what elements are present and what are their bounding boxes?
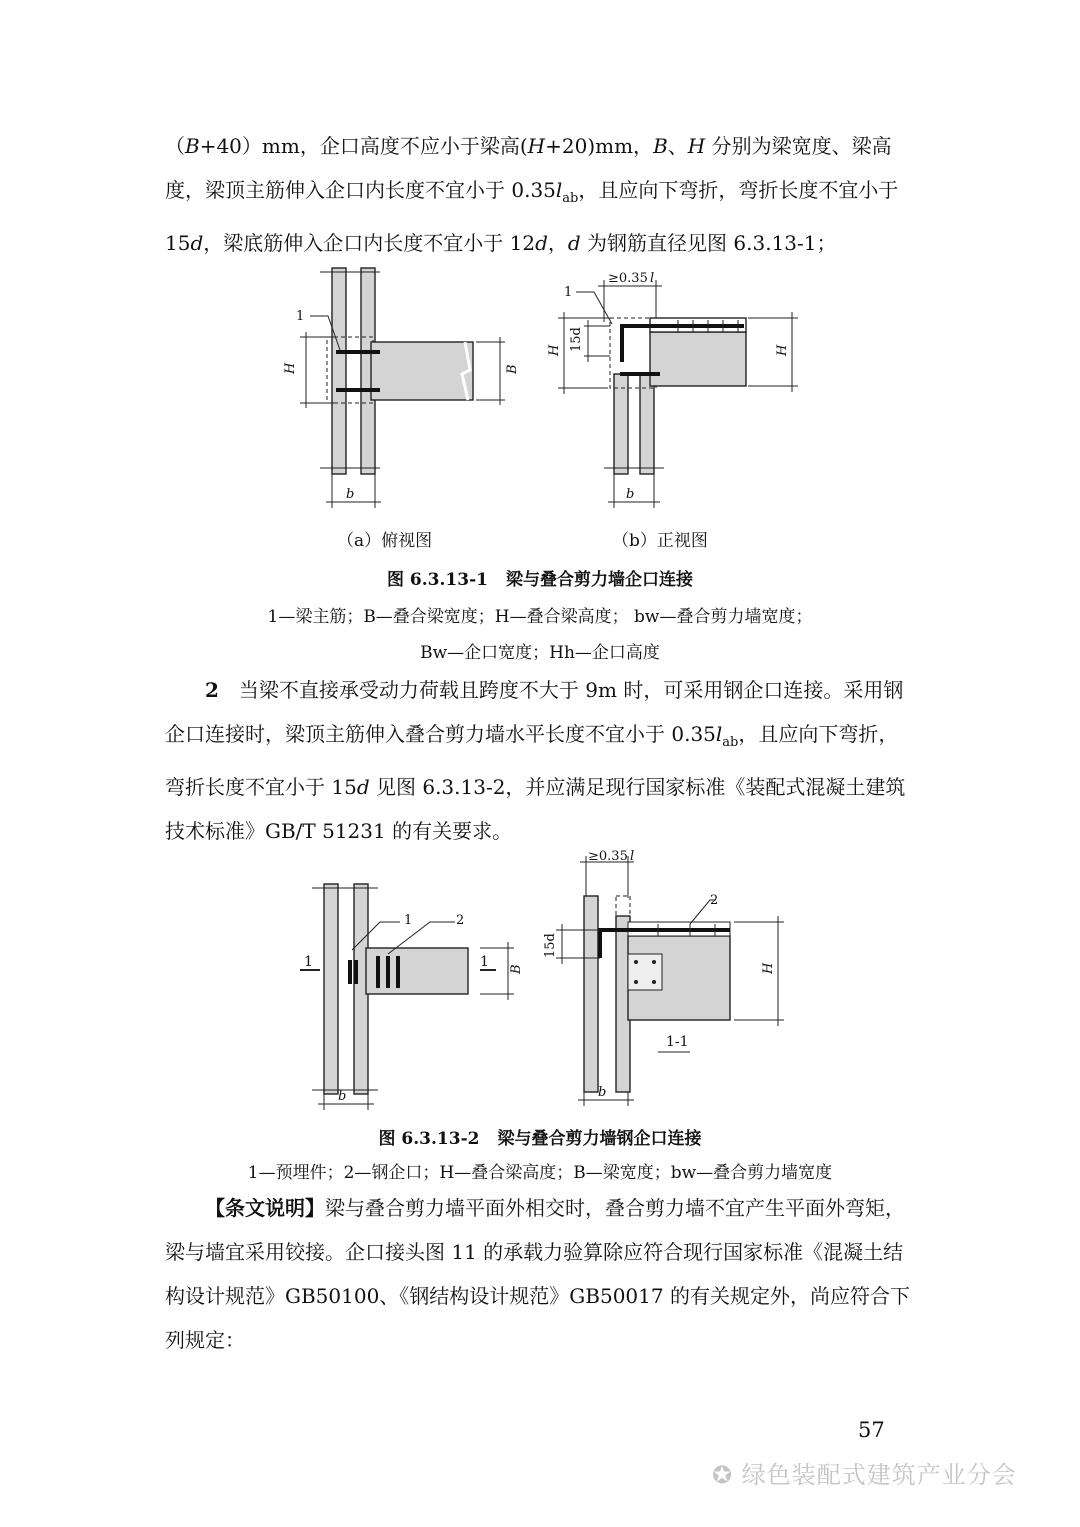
figure-1-title: 梁与叠合剪力墙企口连接 — [505, 570, 693, 590]
text-segment: ab — [562, 191, 579, 206]
label-2b: 2 — [710, 893, 719, 908]
text-segment: ，且应向下弯折，弯折长度不宜小于 15 — [165, 722, 899, 799]
text-segment: 梁与叠合剪力墙平面外相交时，叠合剪力墙不宜产生平面外弯矩，梁与墙宜采用铰接。企口接头图 11 的承载力验算除应符合现行国家标准《混凝土结构设计规范》GB50100、《钢结构设计规范》GB50017 的有关规定外，尚应符合下列规定： — [165, 1196, 910, 1352]
figure-2-caption — [0, 1124, 1080, 1149]
figure-1b-elevation — [548, 262, 808, 512]
label-b: B — [505, 364, 520, 374]
text-segment: d — [356, 775, 370, 799]
label-section-1-1: 1-1 — [666, 1034, 689, 1050]
text-segment: H — [527, 134, 546, 158]
figure-2-note: 1—预埋件；2—钢企口；H—叠合梁高度；B—梁宽度；bw—叠合剪力墙宽度 — [247, 1163, 833, 1183]
wechat-icon: ✪ — [712, 1461, 742, 1489]
text-segment: l — [715, 722, 723, 746]
label-bw-b: b — [598, 1085, 607, 1100]
figure-1a-plan-view — [280, 262, 520, 512]
text-segment: （ — [165, 134, 185, 158]
text-segment: 分别为梁宽度、梁高度，梁顶主筋伸入企口内长度不宜小于 0.35 — [165, 134, 892, 202]
paragraph-3 — [165, 1186, 917, 1362]
text-segment: +40）mm，企口高度不应小于梁高( — [199, 134, 528, 158]
label-15d: 15d — [569, 327, 584, 352]
figure-2-section-view — [540, 846, 800, 1106]
text-segment: +20)mm， — [545, 134, 654, 158]
text-segment: d — [190, 231, 204, 255]
text-segment: l — [555, 178, 563, 202]
figure-2-plan-view — [290, 870, 530, 1120]
text-segment: ，且应向下弯折，弯折长度不宜小于 15 — [165, 178, 899, 255]
text-segment: ，梁底筋伸入企口内长度不宜小于 12 — [203, 231, 536, 255]
text-segment: 当梁不直接承受动力荷载且跨度不大于 9m 时，可采用钢企口连接。采用钢企口连接时，梁顶主筋伸入叠合剪力墙水平长度不宜小于 0.35 — [165, 678, 904, 746]
text-segment: B — [653, 134, 668, 158]
text-segment: B — [185, 134, 200, 158]
text-segment: ， — [547, 231, 568, 255]
label-lab-l: l — [650, 271, 655, 286]
text-segment: 【条文说明】 — [205, 1196, 325, 1220]
page-number: 57 — [858, 1418, 885, 1442]
figure-1-caption — [0, 565, 1080, 590]
label-h: H — [761, 962, 776, 974]
label-lab: ≥0.35 — [608, 271, 648, 286]
label-bw: b — [346, 487, 355, 502]
text-segment: 见图 6.3.13-2，并应满足现行国家标准《装配式混凝土建筑技术标准》GB/T 51231 的有关要求。 — [165, 775, 906, 843]
text-segment: ab — [722, 735, 739, 750]
label-bw-b: b — [626, 487, 635, 502]
figure-1-note-2: Bw—企口宽度；Hh—企口高度 — [420, 643, 660, 663]
figure-1-number: 图 6.3.13-1 — [387, 570, 488, 590]
label-lab: ≥0.35 — [588, 849, 628, 864]
section-mark-left: 1 — [304, 954, 313, 970]
figure-2-title: 梁与叠合剪力墙钢企口连接 — [497, 1129, 702, 1149]
watermark-text: 绿色装配式建筑产业分会 — [741, 1461, 1017, 1489]
text-segment: H — [687, 134, 706, 158]
section-mark-right: 1 — [480, 954, 489, 970]
subcaption-b: （b）正视图 — [612, 531, 708, 551]
label-15d: 15d — [543, 933, 558, 958]
text-segment: 2 — [205, 678, 219, 702]
text-segment: 、 — [667, 134, 688, 158]
label-bw: b — [338, 1089, 347, 1104]
label-hh: H — [547, 344, 562, 356]
paragraph-1 — [165, 124, 917, 265]
label-lab-l: l — [630, 849, 635, 864]
label-hw: H — [283, 362, 298, 374]
subcaption-a: （a）俯视图 — [337, 531, 433, 551]
label-b: B — [509, 964, 524, 974]
text-segment: 为钢筋直径见图 6.3.13-1； — [580, 231, 837, 255]
paragraph-2 — [165, 668, 917, 853]
figure-2-number: 图 6.3.13-2 — [378, 1129, 480, 1149]
watermark — [712, 1455, 1017, 1490]
text-segment: d — [535, 231, 548, 255]
figure-1-note-1: 1—梁主筋；B—叠合梁宽度；H—叠合梁高度； bw—叠合剪力墙宽度； — [267, 607, 813, 627]
label-1b: 1 — [564, 285, 573, 300]
label-h: H — [775, 344, 790, 356]
label-1: 1 — [296, 309, 305, 324]
label-1: 1 — [404, 913, 413, 928]
text-segment: d — [567, 231, 581, 255]
label-2: 2 — [456, 913, 465, 928]
